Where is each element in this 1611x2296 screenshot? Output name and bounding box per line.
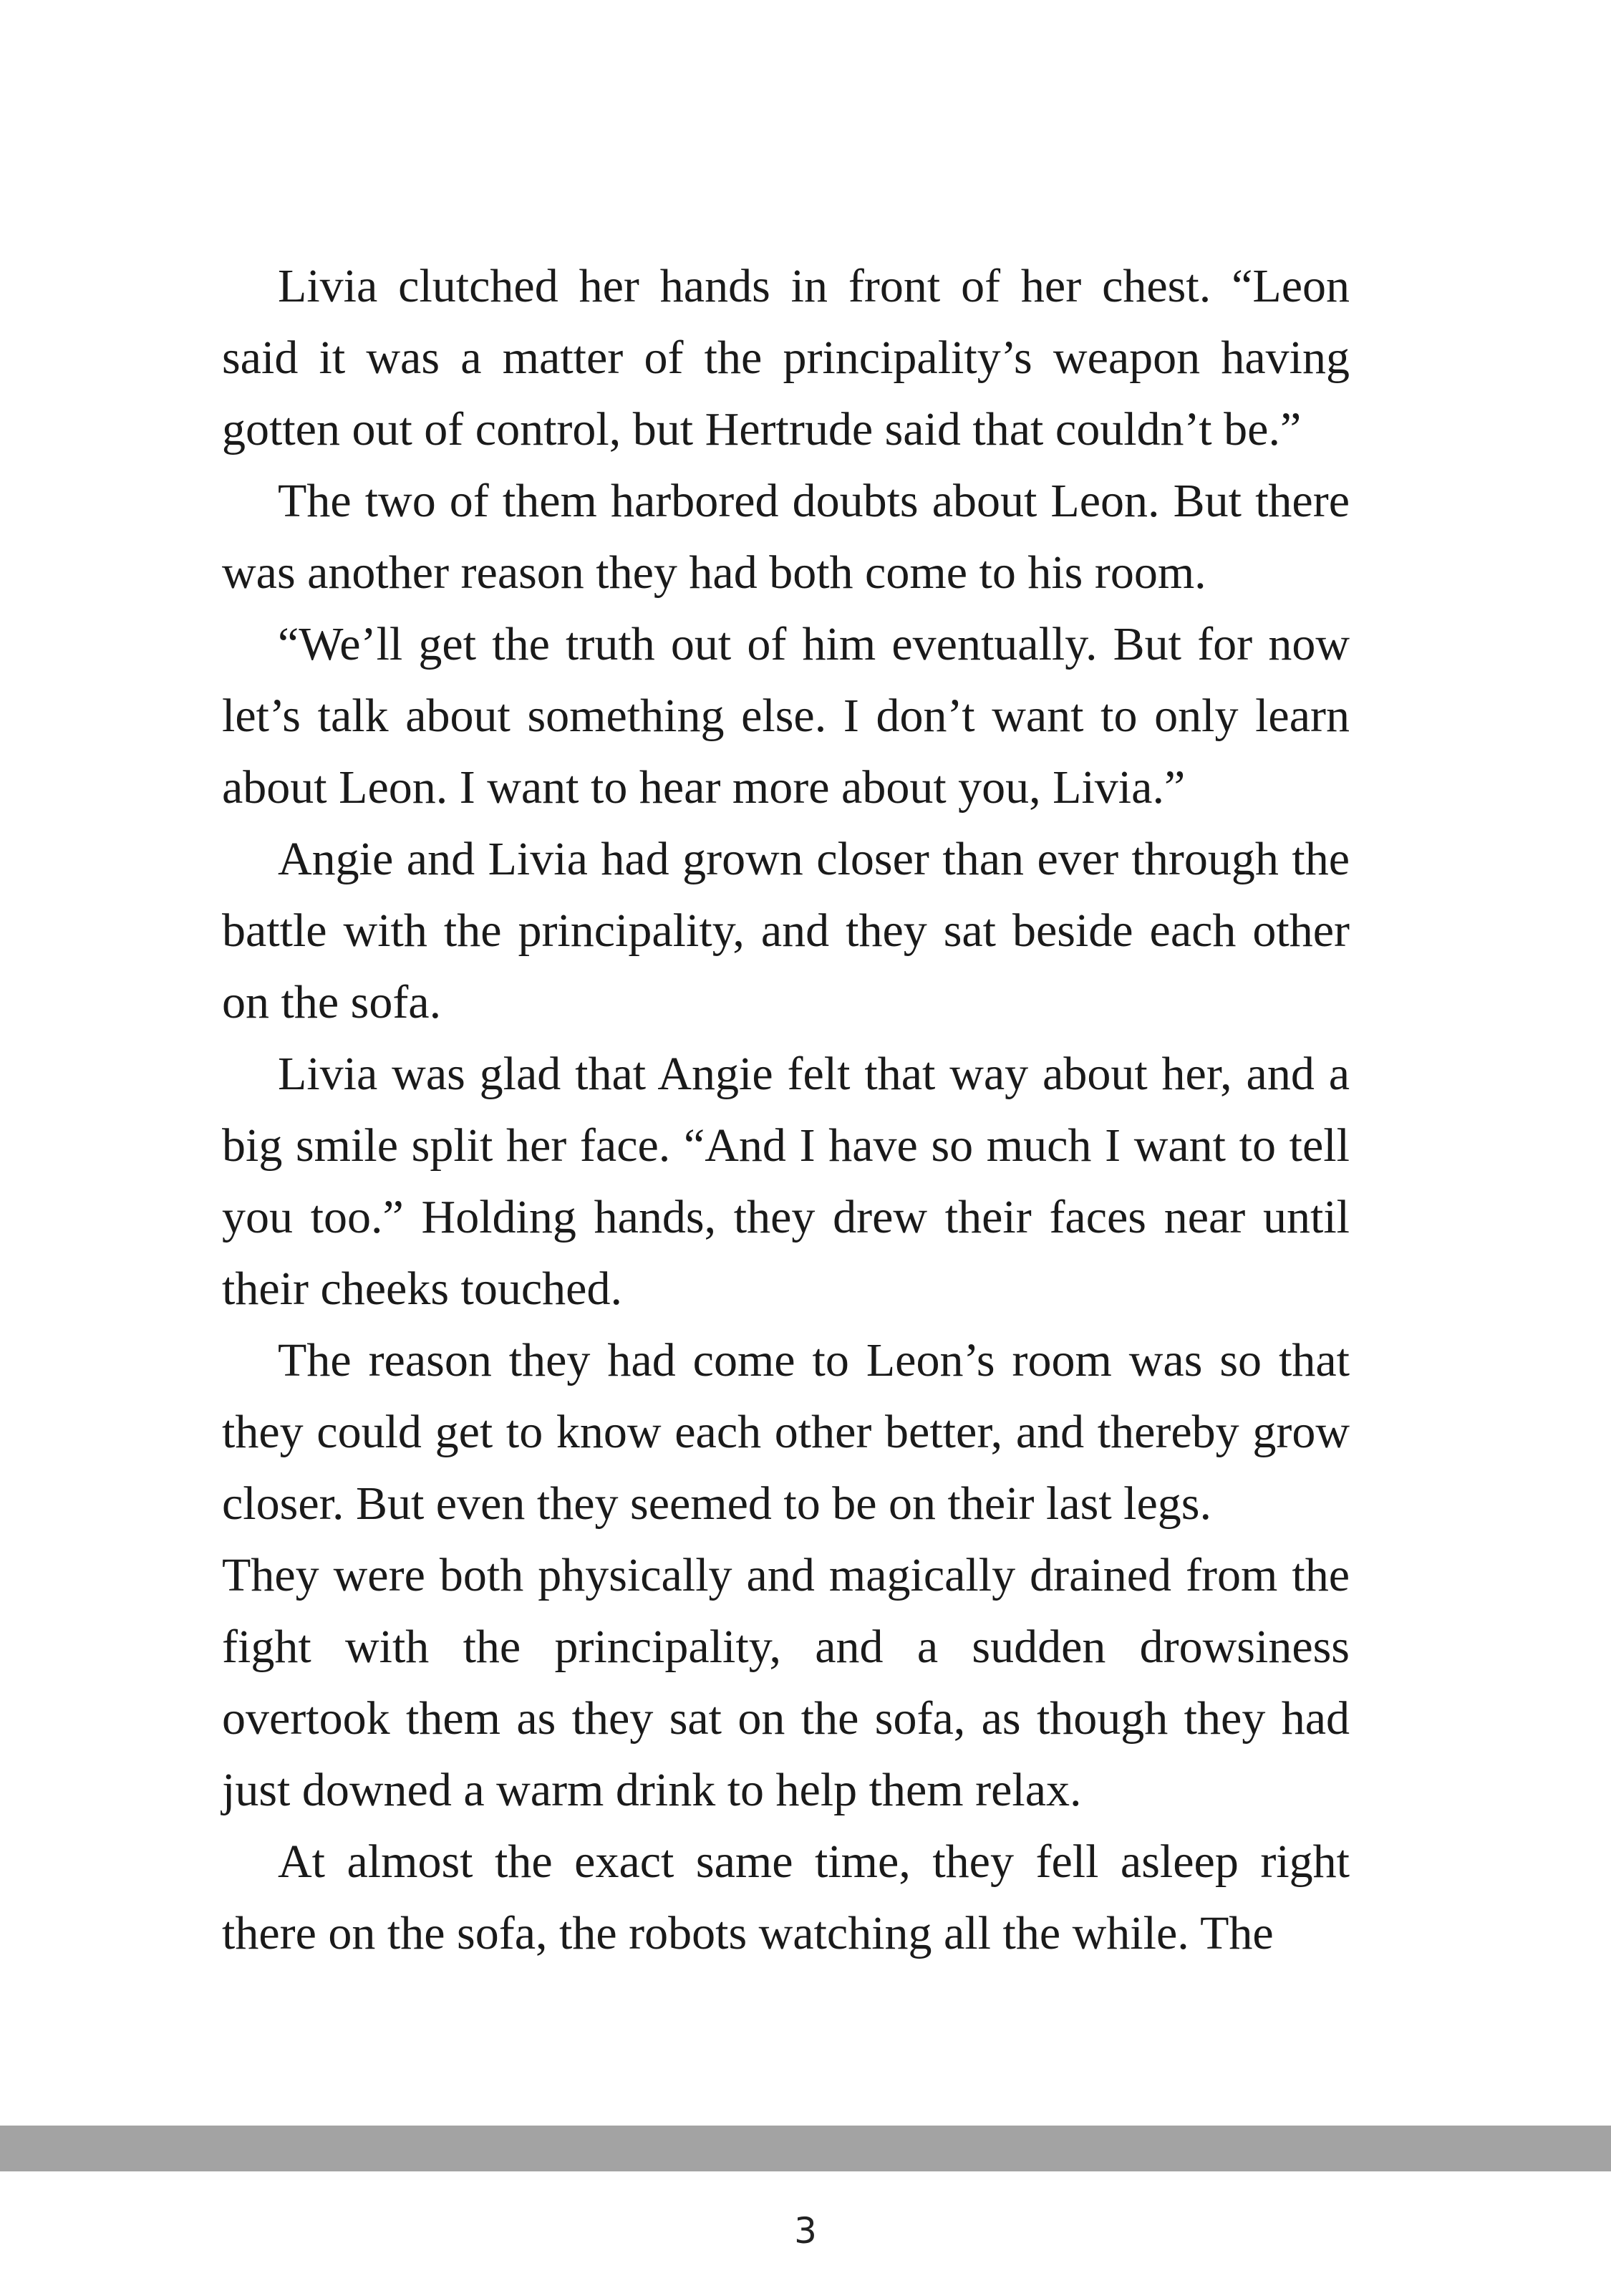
paragraph: The reason they had come to Leon’s room was so that they could get to know each other better, and thereby grow closer. But even they seemed to be on their last legs. bbox=[222, 1334, 1350, 1530]
page-number: 3 bbox=[794, 2210, 817, 2252]
paragraph: Angie and Livia had grown closer than ever through the battle with the principality, and they sat beside each other on the sofa. bbox=[222, 833, 1350, 1028]
paragraph: Livia was glad that Angie felt that way about her, and a big smile split her face. “And I have so much I want to tell you too.” Holding hands, they drew their faces near until their cheeks touched. bbox=[222, 1048, 1350, 1315]
page-body bbox=[222, 251, 1350, 1969]
footer-bar bbox=[0, 2126, 1611, 2171]
paragraph: They were both physically and magically drained from the fight with the principality, and a sudden drowsiness overtook them as they sat on the sofa, as though they had just downed a warm drink to help them relax. bbox=[222, 1549, 1350, 1816]
paragraph: At almost the exact same time, they fell asleep right there on the sofa, the robots watching all the while. The bbox=[222, 1836, 1350, 1959]
paragraph: The two of them harbored doubts about Leon. But there was another reason they had both come to his room. bbox=[222, 475, 1350, 599]
paragraph: “We’ll get the truth out of him eventually. But for now let’s talk about something else. I don’t want to only learn about Leon. I want to hear more about you, Livia.” bbox=[222, 618, 1350, 814]
paragraph: Livia clutched her hands in front of her chest. “Leon said it was a matter of the principality’s weapon having gotten out of control, but Hertrude said that couldn’t be.” bbox=[222, 260, 1350, 455]
